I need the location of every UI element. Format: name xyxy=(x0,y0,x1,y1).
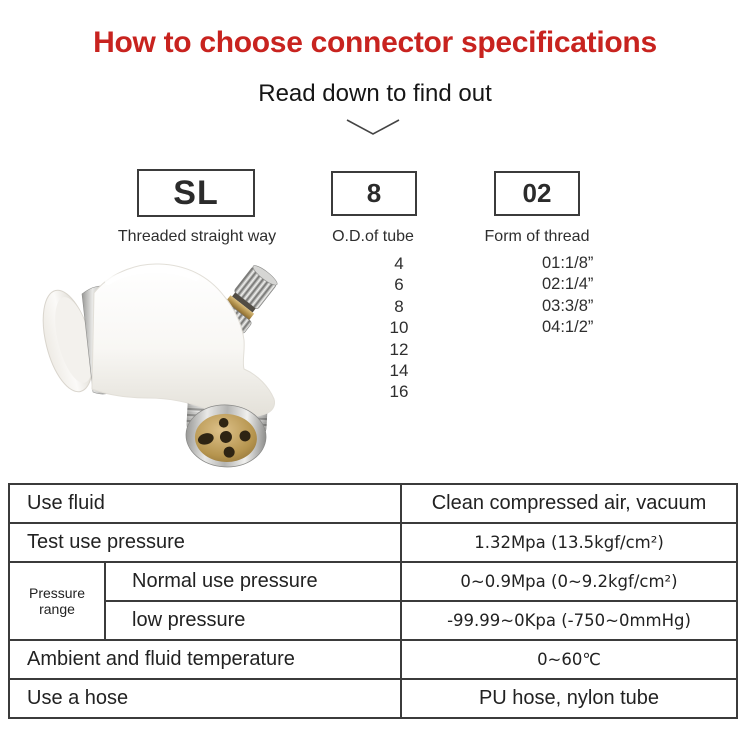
caption-tube-size: O.D.of tube xyxy=(332,228,414,245)
list-item: 04:1/2” xyxy=(542,318,594,337)
table-row-hose xyxy=(9,679,737,718)
list-item: 8 xyxy=(394,296,404,316)
caption-thread: Form of thread xyxy=(484,228,590,245)
row-label: Test use pressure xyxy=(9,523,401,562)
list-item: 4 xyxy=(394,254,404,273)
spec-table xyxy=(8,483,738,719)
table-row-low-pressure xyxy=(9,601,737,640)
table-row-normal-pressure xyxy=(9,562,737,601)
row-value: PU hose, nylon tube xyxy=(401,679,737,718)
row-label: Normal use pressure xyxy=(105,562,401,601)
list-item: 16 xyxy=(389,382,409,402)
list-item: 02:1/4” xyxy=(542,275,594,294)
code-box-series xyxy=(137,169,255,217)
row-label: Use fluid xyxy=(9,484,401,523)
row-value: -99.99~0Kpa (-750~0mmHg) xyxy=(401,601,737,640)
list-item: 03:3/8” xyxy=(542,296,594,315)
code-box-thread xyxy=(494,171,580,216)
list-item: 14 xyxy=(389,361,409,381)
page-title: How to choose connector specifications xyxy=(93,26,657,59)
list-item: 6 xyxy=(394,275,404,295)
list-item: 01:1/8” xyxy=(542,254,594,272)
list-item: 10 xyxy=(389,318,409,338)
page-subtitle: Read down to find out xyxy=(258,80,492,107)
row-value: Clean compressed air, vacuum xyxy=(401,484,737,523)
row-label: Use a hose xyxy=(9,679,401,718)
code-tube-size: 8 xyxy=(366,178,382,208)
table-row-test-pressure xyxy=(9,523,737,562)
pressure-range-group-label: Pressure range xyxy=(9,562,105,640)
tube-size-list xyxy=(365,253,433,403)
row-value: 0~60℃ xyxy=(401,640,737,679)
code-box-tube-size xyxy=(331,171,417,216)
row-label: Ambient and fluid temperature xyxy=(9,640,401,679)
row-label: low pressure xyxy=(105,601,401,640)
thread-form-list xyxy=(542,253,662,339)
code-thread: 02 xyxy=(522,178,552,208)
code-series: SL xyxy=(173,173,219,212)
chevron-down-icon xyxy=(345,116,401,138)
row-value: 1.32Mpa (13.5kgf/cm²) xyxy=(401,523,737,562)
table-row-use-fluid xyxy=(9,484,737,523)
product-photo xyxy=(38,248,310,480)
list-item: 12 xyxy=(389,339,409,359)
row-value: 0~0.9Mpa (0~9.2kgf/cm²) xyxy=(401,562,737,601)
caption-series: Threaded straight way xyxy=(117,228,277,245)
table-row-temperature xyxy=(9,640,737,679)
